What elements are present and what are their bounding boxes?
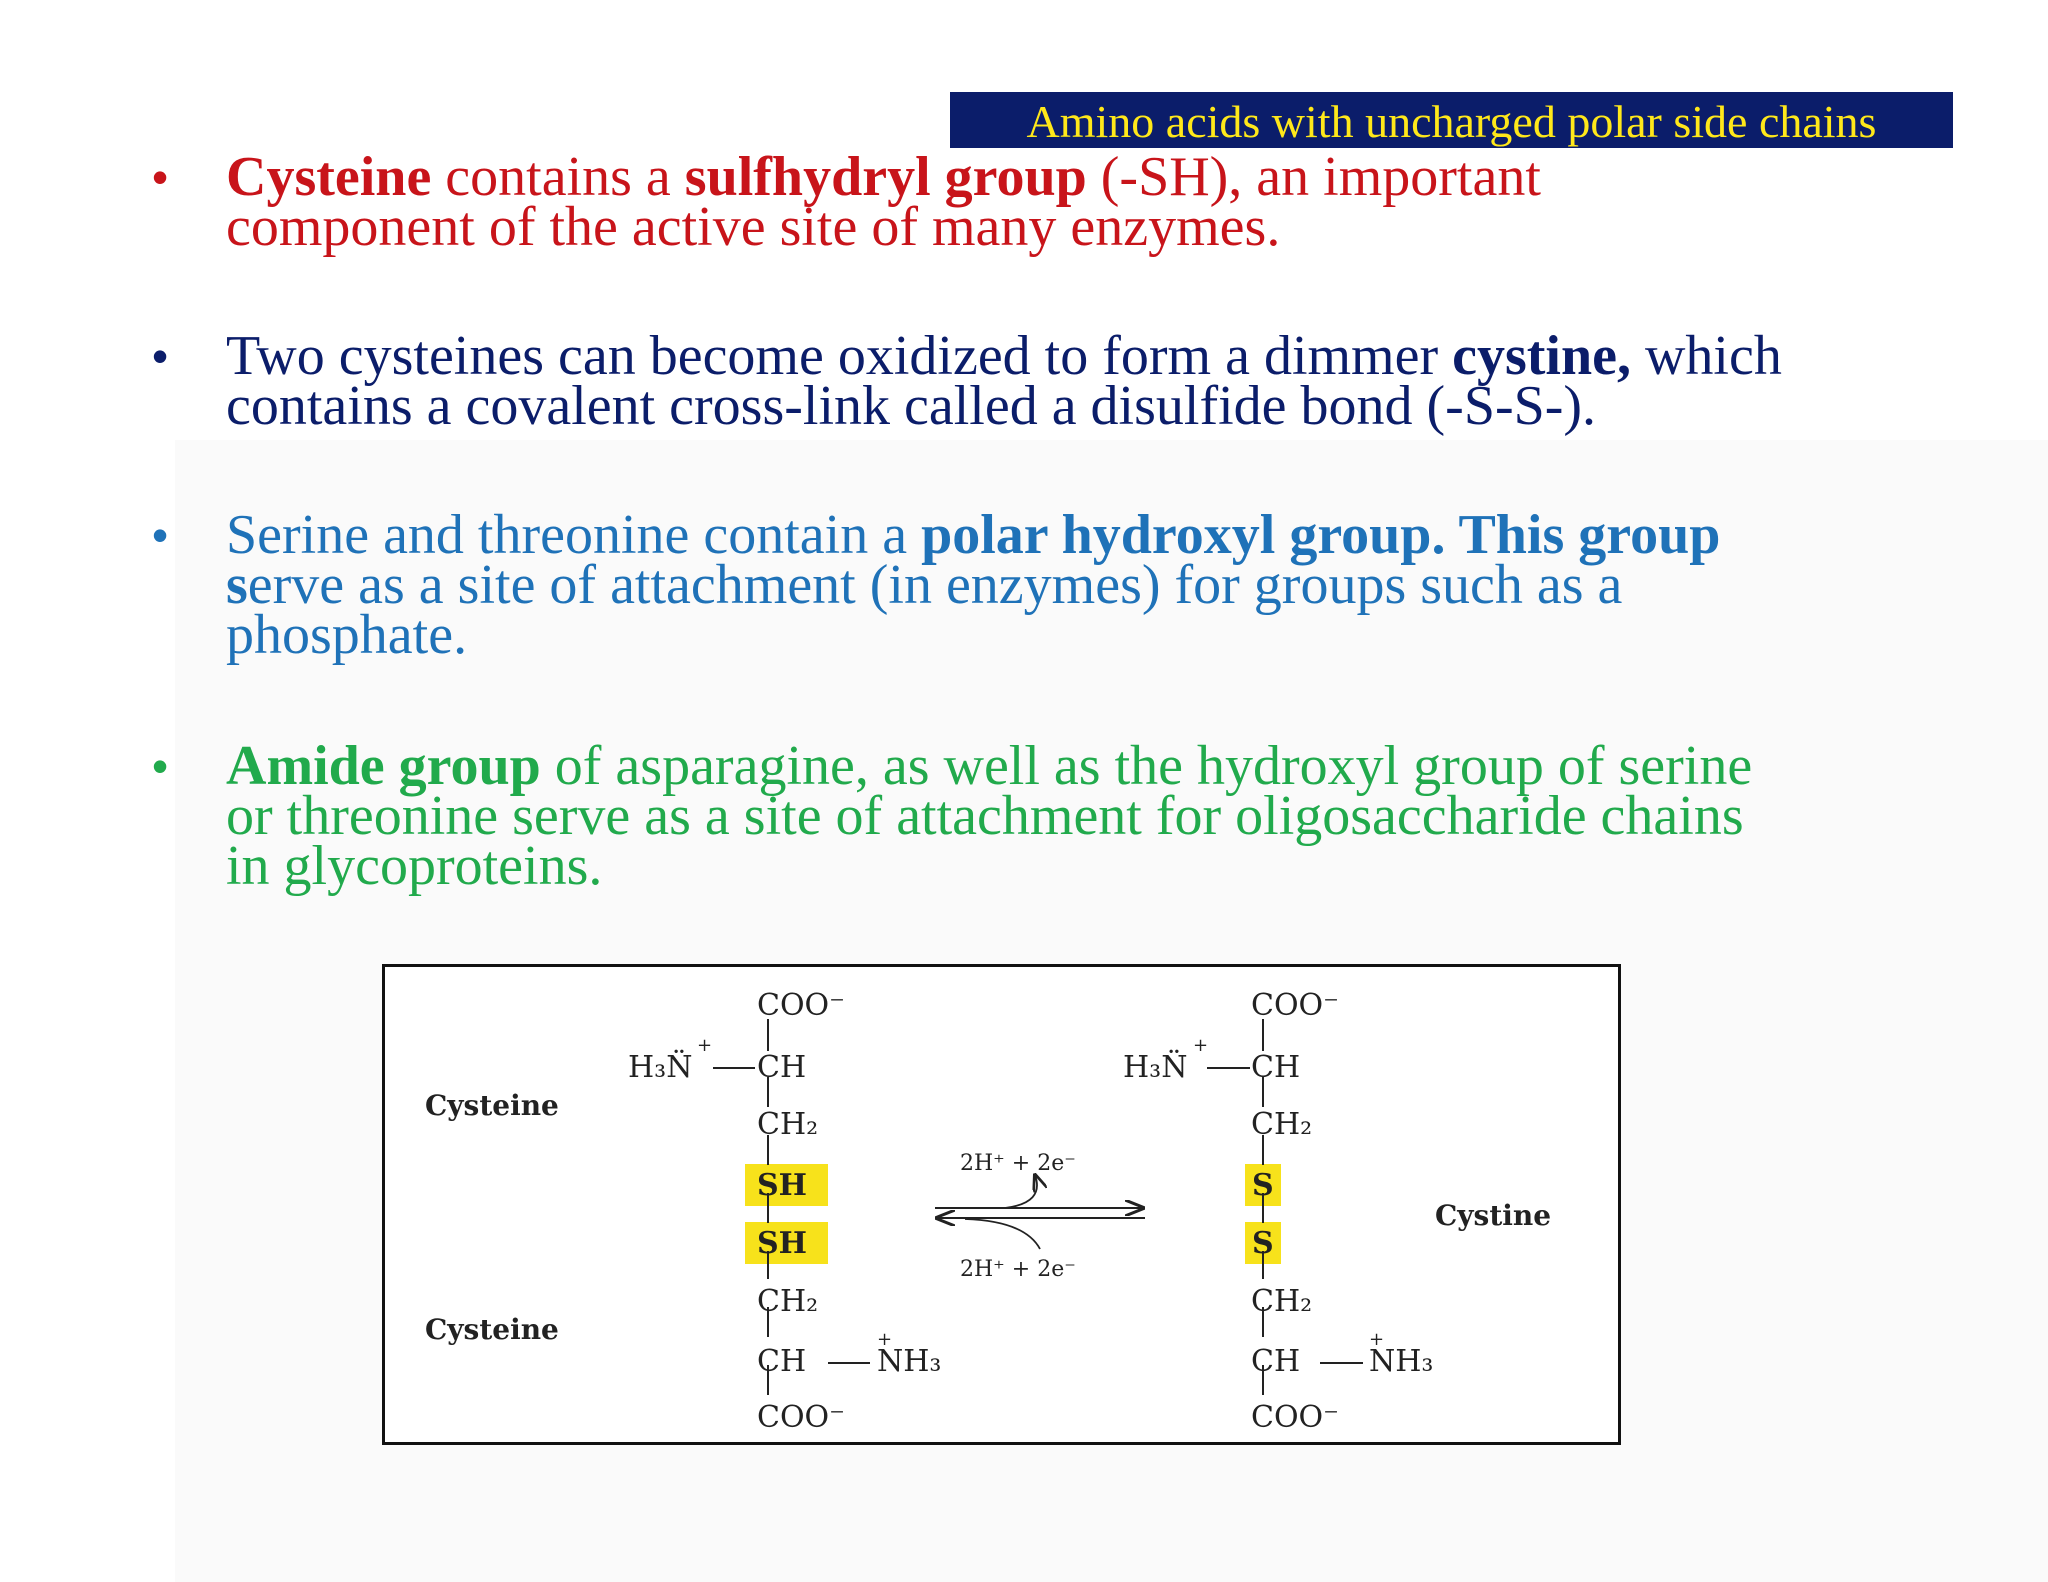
term-cysteine: Cysteine: [226, 146, 432, 208]
term-amide-group: Amide group: [226, 735, 541, 797]
left-nh3: NH₃: [877, 1344, 942, 1379]
bullet-cysteine: [152, 146, 2016, 258]
cysteine-pair-structure: [628, 988, 941, 1435]
bullet-line: [226, 325, 2016, 387]
bullet-line: [226, 554, 2016, 616]
text-run: Two cysteines can become oxidized to form a dimmer: [226, 325, 1453, 387]
bullet-line: in glycoproteins.: [226, 835, 603, 897]
redox-arrows: [935, 1151, 1145, 1282]
arrow-label-top: 2H⁺ + 2e⁻: [960, 1151, 1076, 1176]
slide-header-banner: [950, 92, 1953, 148]
left-coo-top: COO⁻: [757, 988, 845, 1023]
text-run: erve as a site of attachment (in enzymes) for groups such as a: [247, 554, 1623, 616]
left-h3n: H₃N̈: [628, 1050, 693, 1085]
bullet-line: [226, 504, 2016, 566]
label-cysteine-bottom: Cysteine: [425, 1313, 559, 1346]
label-cysteine-top: Cysteine: [425, 1089, 559, 1122]
bullet-line: [226, 735, 2016, 797]
right-coo-bottom: COO⁻: [1251, 1400, 1339, 1435]
left-ch2-bottom: CH₂: [757, 1284, 819, 1319]
right-coo-top: COO⁻: [1251, 988, 1339, 1023]
left-ch-bottom: CH: [757, 1344, 807, 1379]
bullet-line: [226, 146, 2016, 208]
right-s-bottom: S: [1252, 1226, 1274, 1261]
bullet-line: component of the active site of many enzymes.: [226, 196, 1281, 258]
right-ch-bottom: CH: [1251, 1344, 1301, 1379]
left-plus-bottom: +: [877, 1329, 893, 1350]
label-cystine: Cystine: [1435, 1199, 1552, 1232]
bullet-dot: •: [152, 151, 169, 203]
left-ch2-top: CH₂: [757, 1107, 819, 1142]
term-polar-hydroxyl-group: polar hydroxyl group. This group: [921, 504, 1721, 566]
text-run: which: [1630, 325, 1782, 387]
term-sulfhydryl-group: sulfhydryl group: [684, 146, 1087, 208]
right-plus-bottom: +: [1369, 1329, 1385, 1350]
right-s-top: S: [1252, 1168, 1274, 1203]
left-sh-top: SH: [757, 1168, 808, 1203]
arrow-label-bottom: 2H⁺ + 2e⁻: [960, 1257, 1076, 1282]
left-sh-bottom: SH: [757, 1226, 808, 1261]
text-run: contains a: [431, 146, 685, 208]
bullet-dot: •: [152, 740, 169, 792]
bullet-dot: •: [152, 330, 169, 382]
left-ch-top: CH: [757, 1050, 807, 1085]
term-cystine: cystine,: [1452, 325, 1631, 387]
right-plus-top: +: [1193, 1035, 1209, 1056]
text-run: of asparagine, as well as the hydroxyl group of serine: [540, 735, 1753, 797]
bullet-dot: •: [152, 509, 169, 561]
bullet-cystine: [152, 325, 2016, 437]
bullet-line: contains a covalent cross-link called a disulfide bond (-S-S-).: [226, 375, 1597, 437]
text-run: s: [226, 554, 248, 616]
right-nh3: NH₃: [1369, 1344, 1434, 1379]
right-ch2-bottom: CH₂: [1251, 1284, 1313, 1319]
reaction-diagram: [385, 967, 1618, 1442]
text-run: (-SH), an important: [1086, 146, 1541, 208]
left-coo-bottom: COO⁻: [757, 1400, 845, 1435]
bullet-serine-threonine: [152, 504, 2016, 666]
bullet-line: or threonine serve as a site of attachment for oligosaccharide chains: [226, 785, 1744, 847]
left-plus-top: +: [697, 1035, 713, 1056]
right-h3n: H₃N̈: [1123, 1050, 1188, 1085]
right-ch-top: CH: [1251, 1050, 1301, 1085]
slide-header-title: Amino acids with uncharged polar side chains: [1026, 96, 1877, 147]
bullet-line: phosphate.: [226, 604, 468, 666]
text-run: Serine and threonine contain a: [226, 504, 922, 566]
cystine-structure: [1123, 988, 1433, 1435]
right-ch2-top: CH₂: [1251, 1107, 1313, 1142]
bullet-amide-group: [152, 735, 2016, 897]
cystine-formation-figure: [382, 964, 1621, 1445]
